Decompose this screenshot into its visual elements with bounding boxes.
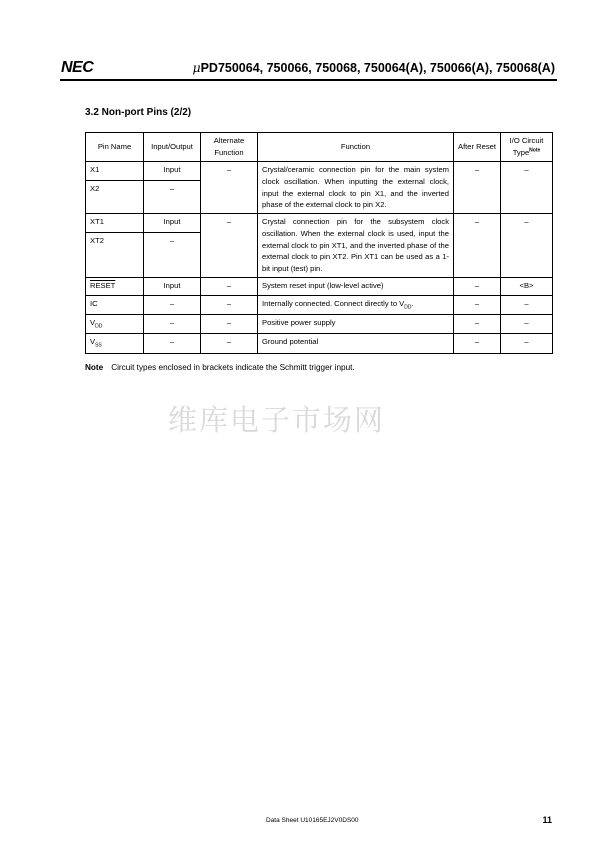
table-row [86,162,553,214]
header-function: Function [258,133,454,162]
pin-name-vdd: V [90,318,96,328]
table-row [86,334,553,353]
header-alternate-function [201,133,258,162]
alt-function-cell: – [201,295,258,314]
pin-name-reset: RESET [90,280,116,290]
io-cell: Input [144,277,201,295]
pin-name-cell [86,214,144,278]
watermark: 维库电子市场网 [168,403,386,437]
document-title [192,60,555,75]
io-x1: Input [144,162,200,181]
mu-symbol: μ [192,60,201,75]
after-reset-cell: – [454,295,501,314]
pin-name-xt2: XT2 [90,236,104,246]
circuit-type-cell: <B> [501,277,553,295]
pin-name-cell [86,315,144,334]
pin-name-x2: X2 [90,184,100,193]
table-header-row [86,133,553,162]
table-row [86,277,553,295]
table-row [86,214,553,278]
circuit-type-cell: – [501,315,553,334]
after-reset-cell: – [454,214,501,278]
header-io-circuit-type [501,133,553,162]
table-row [86,315,553,334]
io-cell [144,162,201,214]
note-text: Circuit types enclosed in brackets indicate the Schmitt trigger input. [111,363,355,372]
pin-name-x1: X1 [86,162,143,181]
function-subscript: DD [404,304,412,311]
circuit-type-cell: – [501,162,553,214]
header-pin-name: Pin Name [86,133,144,162]
alt-function-cell: – [201,214,258,278]
function-cell [258,295,454,314]
header-note-mark: Note [529,147,541,154]
pin-name-cell: IC [86,295,144,314]
alt-function-cell: – [201,277,258,295]
table-note [85,363,355,372]
function-cell: Ground potential [258,334,454,353]
pin-name-cell [86,334,144,353]
io-cell [144,214,201,278]
function-cell: System reset input (low-level active) [258,277,454,295]
header-circuit-line1: I/O Circuit [509,136,544,146]
nec-logo: NEC [61,59,94,76]
io-xt2: – [169,236,175,246]
function-cell: Crystal/ceramic connection pin for the main system clock oscillation. When inputting the external clock, input the external clock to pin X1, and the inverted phase of the external clock to pin X2. [258,162,454,214]
header-io: Input/Output [144,133,201,162]
after-reset-cell: – [454,334,501,353]
alt-function-cell: – [201,315,258,334]
header-circuit-line2: Type [512,148,530,157]
page-number: 11 [542,815,552,825]
circuit-type-cell: – [501,295,553,314]
alt-function-cell: – [201,162,258,214]
io-xt1: Input [144,214,200,233]
io-cell: – [144,334,201,353]
function-cell: Crystal connection pin for the subsystem clock oscillation. When the external clock is used, input the external clock to pin XT1, and the inverted phase of the external clock to pin XT2. Pin XT1 can be used as a 1-bit input (test) pin. [258,214,454,278]
pin-name-cell [86,162,144,214]
after-reset-cell: – [454,315,501,334]
header-alt-line1: Alternate [213,136,245,146]
note-label: Note [85,363,104,372]
function-text: Internally connected. Connect directly to V [262,298,405,308]
pin-name-xt1: XT1 [86,214,143,233]
io-cell: – [144,295,201,314]
alt-function-cell: – [201,334,258,353]
pin-name-cell [86,277,144,295]
table-row [86,295,553,314]
pin-name-vdd-subscript: DD [95,323,103,330]
io-x2: – [169,184,175,193]
footer-datasheet-id: Data Sheet U10165EJ2V0DS00 [266,817,359,824]
pin-name-vss: V [90,337,96,347]
circuit-type-cell: – [501,334,553,353]
after-reset-cell: – [454,162,501,214]
pin-name-vss-subscript: SS [95,342,102,349]
after-reset-cell: – [454,277,501,295]
header-after-reset: After Reset [454,133,501,162]
header-rule [60,79,557,81]
page-header [60,58,557,80]
document-title-text: PD750064, 750066, 750068, 750064(A), 750066(A), 750068(A) [200,61,555,75]
non-port-pins-table [85,132,553,354]
io-cell: – [144,315,201,334]
header-alt-line2: Function [214,148,244,157]
function-text-end: . [411,298,414,308]
circuit-type-cell: – [501,214,553,278]
section-title: 3.2 Non-port Pins (2/2) [85,107,192,118]
function-cell: Positive power supply [258,315,454,334]
